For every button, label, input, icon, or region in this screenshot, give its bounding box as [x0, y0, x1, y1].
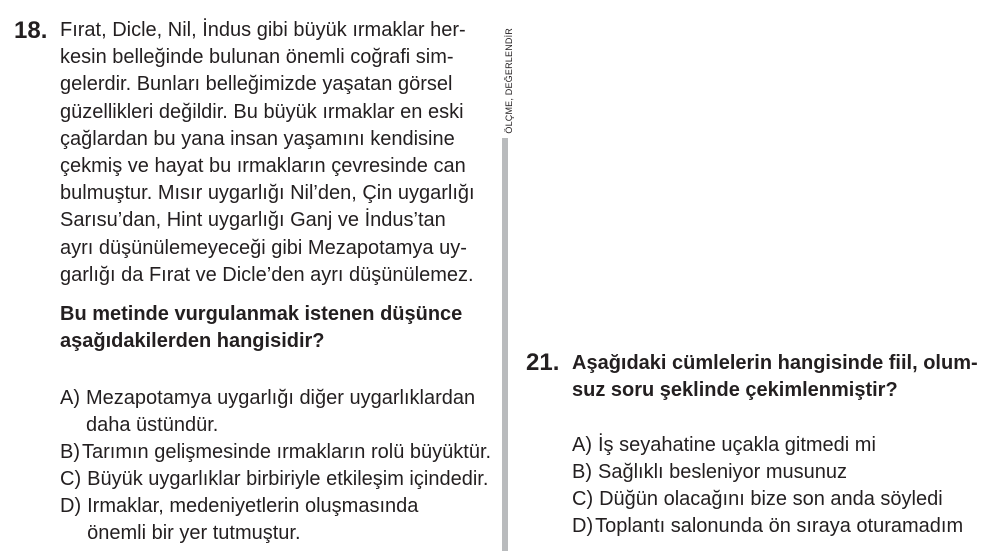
question-21-prompt	[572, 350, 1002, 404]
question-21-options	[572, 432, 992, 540]
option-line: Irmaklar, medeniyetlerin oluşmasında	[87, 495, 419, 517]
question-18-options	[60, 385, 500, 547]
passage-line: Fırat, Dicle, Nil, İndus gibi büyük ırmaklar her-	[60, 19, 466, 41]
option-letter: B)	[60, 441, 80, 463]
passage-line: çağlardan bu yana insan yaşamını kendisine	[60, 127, 455, 150]
option-line: Düğün olacağını bize son anda söyledi	[599, 488, 943, 510]
option-line: önemli bir yer tutmuştur.	[87, 522, 301, 544]
option-letter: C)	[60, 468, 82, 490]
option-letter: D)	[572, 515, 594, 537]
option-line: Toplantı salonunda ön sıraya oturamadım	[595, 515, 964, 537]
question-18-number: 18.	[14, 17, 48, 44]
option-text	[82, 439, 491, 466]
prompt-line: Aşağıdaki cümlelerin hangisinde fiil, olum-	[572, 352, 978, 374]
option-text	[87, 493, 418, 547]
side-label	[502, 0, 516, 134]
option-letter: D)	[60, 495, 82, 517]
option-line: Büyük uygarlıklar birbiriyle etkileşim içindedir.	[87, 468, 489, 490]
option-text	[598, 432, 876, 459]
question-18-passage	[60, 17, 500, 289]
option-line: Sağlıklı besleniyor musunuz	[598, 461, 848, 483]
option-line: Mezapotamya uygarlığı diğer uygarlıklardan	[86, 387, 476, 409]
passage-line: güzellikleri değildir. Bu büyük ırmaklar en eski	[60, 100, 464, 123]
question-18-prompt	[60, 301, 500, 355]
column-divider	[502, 138, 508, 551]
option-letter: A)	[572, 434, 592, 456]
prompt-line: Bu metinde vurgulanmak istenen düşünce	[60, 303, 463, 325]
option-line: Tarımın gelişmesinde ırmakların rolü büyüktür.	[82, 441, 492, 463]
option-d[interactable]	[60, 493, 500, 547]
prompt-line: suz soru şeklinde çekimlenmiştir?	[572, 379, 898, 401]
passage-line: gelerdir. Bunları belleğimizde yaşatan görsel	[60, 73, 453, 96]
passage-line: çekmiş ve hayat bu ırmakların çevresinde can	[60, 155, 466, 178]
option-letter: C)	[572, 488, 594, 510]
option-c[interactable]	[60, 466, 500, 493]
question-21-number: 21.	[526, 349, 560, 376]
option-b[interactable]	[60, 439, 500, 466]
passage-line: kesin belleğinde bulunan önemli coğrafi sim-	[60, 46, 454, 69]
passage-line: ayrı düşünülemeyeceği gibi Mezapotamya uy-	[60, 236, 467, 259]
option-b[interactable]	[572, 459, 992, 486]
passage-line: Sarısu’dan, Hint uygarlığı Ganj ve İndus’tan	[60, 209, 446, 232]
option-text	[87, 466, 488, 493]
option-a[interactable]	[60, 385, 500, 439]
option-letter: B)	[572, 461, 592, 483]
option-text	[595, 513, 963, 540]
passage-line: bulmuştur. Mısır uygarlığı Nil’den, Çin uygarlığı	[60, 182, 475, 205]
option-line: İş seyahatine uçakla gitmedi mi	[598, 434, 876, 456]
option-text	[598, 459, 847, 486]
option-text	[86, 385, 475, 439]
option-letter: A)	[60, 387, 80, 409]
option-line: daha üstündür.	[86, 414, 219, 436]
passage-line: garlığı da Fırat ve Dicle’den ayrı düşünülemez.	[60, 263, 474, 286]
option-d[interactable]	[572, 513, 992, 540]
option-text	[599, 486, 943, 513]
option-c[interactable]	[572, 486, 992, 513]
option-a[interactable]	[572, 432, 992, 459]
prompt-line: aşağıdakilerden hangisidir?	[60, 330, 325, 352]
side-label-text: ÖLÇME, DEĞERLENDİR	[504, 28, 514, 134]
